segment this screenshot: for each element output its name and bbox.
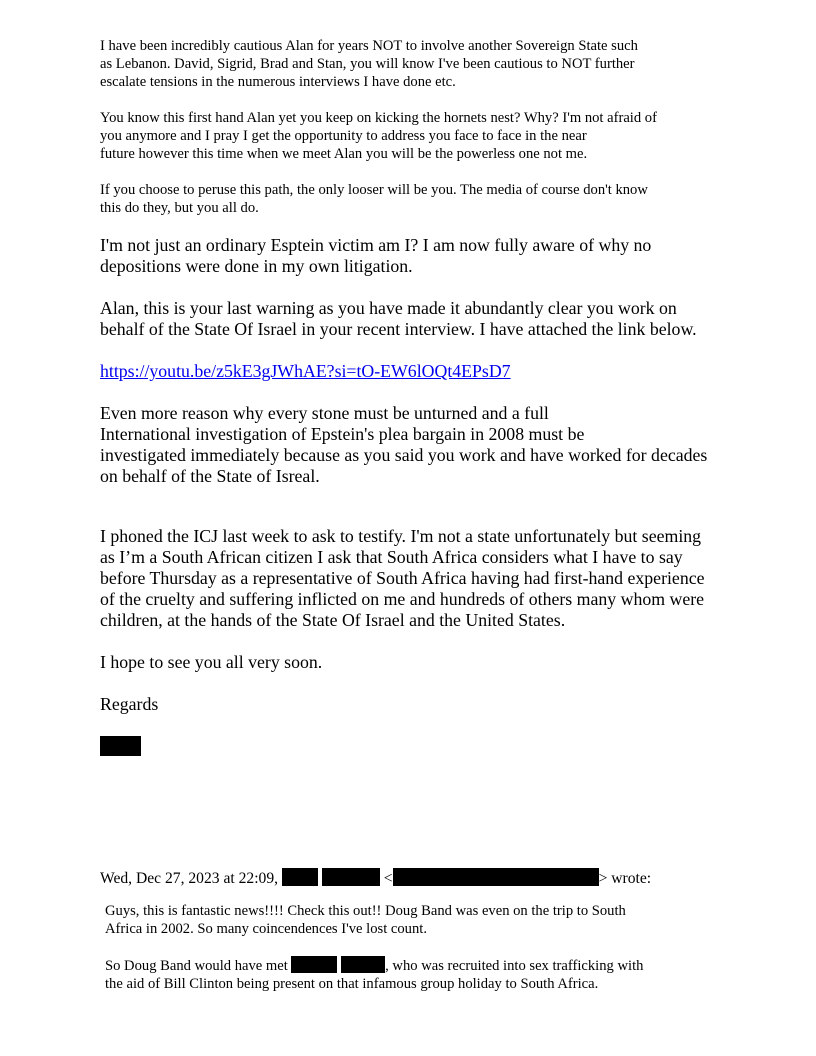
text-line (105, 956, 643, 975)
text-line: If you choose to peruse this path, the only looser will be you. The media of course don't know (100, 182, 648, 198)
text-fragment: So Doug Band would have met (105, 958, 288, 974)
text-line: behalf of the State Of Israel in your recent interview. I have attached the link below. (100, 319, 697, 339)
redacted-surname (341, 956, 385, 973)
text-line: I'm not just an ordinary Esptein victim am I? I am now fully aware of why no (100, 235, 652, 255)
text-line: on behalf of the State of Isreal. (100, 466, 320, 486)
paragraph-link (100, 361, 511, 382)
text-line: before Thursday as a representative of South Africa having had first-hand experience (100, 568, 705, 588)
text-line: as Lebanon. David, Sigrid, Brad and Stan, you will know I've been cautious to NOT further (100, 56, 635, 72)
text-line: International investigation of Epstein's plea bargain in 2008 must be (100, 424, 585, 444)
paragraph-ordinary-victim (100, 235, 651, 277)
text-line: the aid of Bill Clinton being present on that infamous group holiday to South Africa. (105, 976, 599, 992)
paragraph-cautious (100, 37, 638, 91)
reply-header (100, 868, 651, 888)
redacted-last-name (322, 868, 380, 886)
email-open-bracket: < (383, 870, 393, 887)
text-line: escalate tensions in the numerous interviews I have done etc. (100, 74, 456, 90)
text-line: I phoned the ICJ last week to ask to testify. I'm not a state unfortunately but seeming (100, 526, 702, 546)
text-line: I have been incredibly cautious Alan for years NOT to involve another Sovereign State such (100, 38, 638, 54)
text-line: Regards (100, 694, 159, 714)
text-line: children, at the hands of the State Of Israel and the United States. (100, 610, 566, 630)
youtube-link[interactable]: https://youtu.be/z5kE3gJWhAE?si=tO-EW6lOQt4EPsD7 (100, 361, 511, 381)
reply-wrote: > wrote: (598, 870, 652, 887)
text-line: Guys, this is fantastic news!!!! Check this out!! Doug Band was even on the trip to South (105, 903, 626, 919)
text-line: future however this time when we meet Alan you will be the powerless one not me. (100, 146, 588, 162)
text-fragment: , who was recruited into sex trafficking with (385, 958, 644, 974)
quoted-paragraph-doug-band (105, 956, 643, 993)
text-line: Africa in 2002. So many coincendences I've lost count. (105, 921, 427, 937)
paragraph-icj (100, 526, 705, 631)
redacted-first-name (282, 868, 318, 886)
closing-regards (100, 694, 158, 715)
text-line: Even more reason why every stone must be unturned and a full (100, 403, 549, 423)
redacted-name (291, 956, 337, 973)
text-line: Alan, this is your last warning as you have made it abundantly clear you work on (100, 298, 677, 318)
paragraph-hornets-nest (100, 109, 657, 163)
text-line: You know this first hand Alan yet you keep on kicking the hornets nest? Why? I'm not afraid of (100, 110, 657, 126)
text-line: this do they, but you all do. (100, 200, 259, 216)
text-line: of the cruelty and suffering inflicted on me and hundreds of others many whom were (100, 589, 705, 609)
text-line: as I’m a South African citizen I ask that South Africa considers what I have to say (100, 547, 683, 567)
text-line: investigated immediately because as you said you work and have worked for decades (100, 445, 708, 465)
paragraph-see-you (100, 652, 322, 673)
paragraph-last-warning (100, 298, 697, 340)
reply-date: Wed, Dec 27, 2023 at 22:09, (100, 870, 279, 887)
paragraph-looser (100, 181, 648, 217)
text-line: depositions were done in my own litigation. (100, 256, 413, 276)
paragraph-investigation (100, 403, 707, 487)
redacted-email-address (393, 868, 599, 886)
redacted-signature (100, 736, 141, 756)
quoted-paragraph-news (105, 902, 626, 938)
text-line: I hope to see you all very soon. (100, 652, 323, 672)
text-line: you anymore and I pray I get the opportunity to address you face to face in the near (100, 128, 587, 144)
